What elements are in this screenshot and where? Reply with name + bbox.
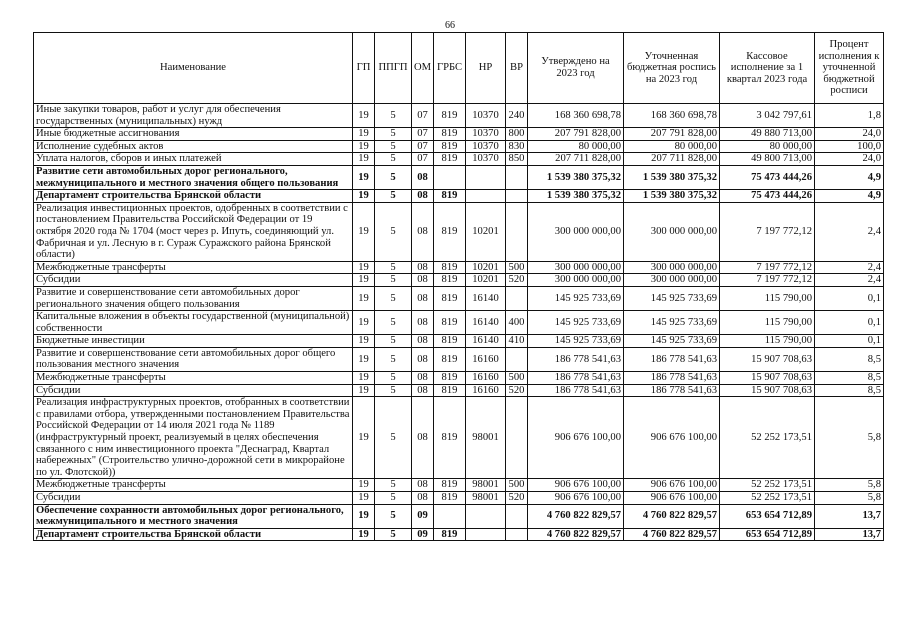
cell-grbs: 819 [434,261,466,274]
cell-gp: 19 [353,528,375,541]
cell-name: Обеспечение сохранности автомобильных дорог регионального, межмуниципального и местного значения [34,504,353,528]
cell-approved: 300 000 000,00 [528,261,624,274]
cell-vr [506,286,528,310]
cell-nr: 10201 [466,261,506,274]
cell-om: 07 [412,128,434,141]
cell-nr: 10370 [466,128,506,141]
cell-gp: 19 [353,347,375,371]
cell-vr: 400 [506,311,528,335]
cell-refined: 186 778 541,63 [624,372,720,385]
cell-cash: 3 042 797,61 [720,104,815,128]
cell-approved: 145 925 733,69 [528,311,624,335]
cell-vr: 520 [506,384,528,397]
col-header-ppgp: ППГП [375,33,412,104]
cell-vr: 520 [506,274,528,287]
cell-approved: 300 000 000,00 [528,202,624,261]
table-row [34,492,884,505]
cell-approved: 906 676 100,00 [528,492,624,505]
cell-percent: 8,5 [815,372,884,385]
cell-om: 08 [412,311,434,335]
cell-name: Реализация инвестиционных проектов, одобренных в соответствии с постановлением Правительства Российской Федерации от 19 октября 2020 года № 1704 (мост через р. Ипуть, соединяющий ул. Фабричная и ул. Лесную в г. Сураж Суражского района Брянской области) [34,202,353,261]
cell-grbs: 819 [434,372,466,385]
cell-name: Иные бюджетные ассигнования [34,128,353,141]
cell-grbs: 819 [434,311,466,335]
cell-grbs: 819 [434,153,466,166]
cell-nr: 16140 [466,286,506,310]
cell-nr: 16160 [466,384,506,397]
table-row [34,528,884,541]
table-row [34,384,884,397]
cell-percent: 5,8 [815,397,884,479]
cell-gp: 19 [353,479,375,492]
cell-name: Межбюджетные трансферты [34,261,353,274]
cell-cash: 115 790,00 [720,311,815,335]
cell-approved: 80 000,00 [528,140,624,153]
cell-om: 08 [412,372,434,385]
cell-ppgp: 5 [375,202,412,261]
cell-refined: 300 000 000,00 [624,261,720,274]
cell-grbs: 819 [434,335,466,348]
cell-nr: 10201 [466,202,506,261]
cell-vr: 830 [506,140,528,153]
col-header-grbs: ГРБС [434,33,466,104]
cell-om: 08 [412,397,434,479]
cell-approved: 145 925 733,69 [528,286,624,310]
cell-om: 08 [412,479,434,492]
cell-ppgp: 5 [375,153,412,166]
cell-cash: 52 252 173,51 [720,479,815,492]
table-row [34,261,884,274]
table-row [34,335,884,348]
cell-nr [466,504,506,528]
cell-approved: 207 791 828,00 [528,128,624,141]
cell-name: Субсидии [34,492,353,505]
cell-om: 08 [412,190,434,203]
cell-cash: 15 907 708,63 [720,384,815,397]
cell-refined: 906 676 100,00 [624,397,720,479]
cell-refined: 168 360 698,78 [624,104,720,128]
cell-om: 08 [412,274,434,287]
cell-gp: 19 [353,384,375,397]
col-header-nr: НР [466,33,506,104]
cell-om: 07 [412,104,434,128]
cell-name: Реализация инфраструктурных проектов, отобранных в соответствии с правилами отбора, утвержденными постановлением Правительства Российской Федерации от 14 июля 2021 года № 1189 (инфраструктурный проект, реализуемый в целях обеспечения связанного с ним инвестиционного проекта "Деснаград, Квартал набережных" (Строительство улично-дорожной сети в микрорайоне по ул. Флотской)) [34,397,353,479]
cell-refined: 207 791 828,00 [624,128,720,141]
cell-percent: 5,8 [815,492,884,505]
cell-percent: 24,0 [815,153,884,166]
cell-grbs: 819 [434,492,466,505]
cell-gp: 19 [353,104,375,128]
cell-percent: 0,1 [815,335,884,348]
cell-gp: 19 [353,286,375,310]
cell-grbs: 819 [434,140,466,153]
cell-cash: 115 790,00 [720,335,815,348]
cell-ppgp: 5 [375,261,412,274]
cell-gp: 19 [353,274,375,287]
cell-nr: 10370 [466,104,506,128]
cell-approved: 906 676 100,00 [528,397,624,479]
cell-refined: 80 000,00 [624,140,720,153]
cell-gp: 19 [353,153,375,166]
cell-gp: 19 [353,504,375,528]
cell-refined: 906 676 100,00 [624,492,720,505]
cell-gp: 19 [353,492,375,505]
cell-refined: 207 711 828,00 [624,153,720,166]
cell-vr: 500 [506,372,528,385]
col-header-percent: Процент исполнения к уточненной бюджетной росписи [815,33,884,104]
cell-grbs: 819 [434,479,466,492]
table-row [34,153,884,166]
cell-approved: 186 778 541,63 [528,384,624,397]
cell-percent: 24,0 [815,128,884,141]
table-row [34,479,884,492]
cell-gp: 19 [353,190,375,203]
cell-ppgp: 5 [375,384,412,397]
cell-percent: 2,4 [815,274,884,287]
cell-nr [466,528,506,541]
cell-percent: 2,4 [815,261,884,274]
cell-vr: 800 [506,128,528,141]
cell-percent: 8,5 [815,347,884,371]
cell-nr: 16140 [466,311,506,335]
cell-ppgp: 5 [375,128,412,141]
cell-om: 09 [412,528,434,541]
cell-refined: 4 760 822 829,57 [624,504,720,528]
cell-approved: 906 676 100,00 [528,479,624,492]
cell-name: Межбюджетные трансферты [34,372,353,385]
col-header-refined: Уточненная бюджетная роспись на 2023 год [624,33,720,104]
cell-approved: 168 360 698,78 [528,104,624,128]
table-row [34,190,884,203]
cell-cash: 52 252 173,51 [720,492,815,505]
cell-ppgp: 5 [375,140,412,153]
cell-om: 08 [412,492,434,505]
cell-percent: 13,7 [815,504,884,528]
cell-vr: 500 [506,479,528,492]
cell-nr: 98001 [466,479,506,492]
cell-cash: 75 473 444,26 [720,165,815,189]
cell-grbs: 819 [434,528,466,541]
cell-om: 07 [412,140,434,153]
col-header-name: Наименование [34,33,353,104]
cell-approved: 300 000 000,00 [528,274,624,287]
cell-refined: 145 925 733,69 [624,286,720,310]
table-row [34,104,884,128]
cell-cash: 49 800 713,00 [720,153,815,166]
cell-percent: 1,8 [815,104,884,128]
cell-vr: 240 [506,104,528,128]
cell-percent: 0,1 [815,311,884,335]
cell-cash: 653 654 712,89 [720,528,815,541]
cell-percent: 8,5 [815,384,884,397]
col-header-gp: ГП [353,33,375,104]
cell-grbs: 819 [434,104,466,128]
cell-approved: 1 539 380 375,32 [528,190,624,203]
cell-gp: 19 [353,372,375,385]
cell-ppgp: 5 [375,347,412,371]
cell-om: 08 [412,165,434,189]
cell-nr: 16160 [466,347,506,371]
cell-cash: 15 907 708,63 [720,347,815,371]
cell-name: Капитальные вложения в объекты государственной (муниципальной) собственности [34,311,353,335]
cell-grbs: 819 [434,202,466,261]
cell-vr: 850 [506,153,528,166]
cell-nr: 16160 [466,372,506,385]
cell-vr [506,347,528,371]
cell-om: 08 [412,384,434,397]
cell-vr: 410 [506,335,528,348]
cell-percent: 0,1 [815,286,884,310]
cell-percent: 13,7 [815,528,884,541]
cell-name: Развитие и совершенствование сети автомобильных дорог общего пользования местного значения [34,347,353,371]
cell-ppgp: 5 [375,274,412,287]
cell-grbs [434,504,466,528]
cell-refined: 186 778 541,63 [624,347,720,371]
cell-approved: 186 778 541,63 [528,372,624,385]
cell-approved: 1 539 380 375,32 [528,165,624,189]
cell-name: Департамент строительства Брянской области [34,528,353,541]
cell-om: 08 [412,286,434,310]
cell-grbs: 819 [434,347,466,371]
cell-cash: 7 197 772,12 [720,261,815,274]
cell-gp: 19 [353,165,375,189]
cell-vr [506,397,528,479]
table-row [34,128,884,141]
cell-nr: 10370 [466,153,506,166]
cell-approved: 145 925 733,69 [528,335,624,348]
cell-cash: 49 880 713,00 [720,128,815,141]
cell-approved: 4 760 822 829,57 [528,528,624,541]
cell-percent: 100,0 [815,140,884,153]
cell-grbs: 819 [434,190,466,203]
cell-name: Иные закупки товаров, работ и услуг для обеспечения государственных (муниципальных) нужд [34,104,353,128]
cell-ppgp: 5 [375,104,412,128]
cell-gp: 19 [353,335,375,348]
cell-name: Межбюджетные трансферты [34,479,353,492]
cell-refined: 145 925 733,69 [624,335,720,348]
cell-cash: 75 473 444,26 [720,190,815,203]
cell-om: 08 [412,347,434,371]
cell-approved: 207 711 828,00 [528,153,624,166]
table-header-row [34,33,884,104]
cell-refined: 906 676 100,00 [624,479,720,492]
cell-ppgp: 5 [375,397,412,479]
cell-vr [506,190,528,203]
table-row [34,165,884,189]
cell-ppgp: 5 [375,372,412,385]
cell-grbs: 819 [434,397,466,479]
cell-nr: 10201 [466,274,506,287]
col-header-vr: ВР [506,33,528,104]
cell-approved: 186 778 541,63 [528,347,624,371]
cell-grbs: 819 [434,128,466,141]
cell-grbs: 819 [434,274,466,287]
cell-vr: 500 [506,261,528,274]
cell-ppgp: 5 [375,286,412,310]
cell-ppgp: 5 [375,479,412,492]
table-row [34,311,884,335]
table-row [34,202,884,261]
cell-grbs: 819 [434,286,466,310]
cell-approved: 4 760 822 829,57 [528,504,624,528]
cell-gp: 19 [353,202,375,261]
cell-cash: 80 000,00 [720,140,815,153]
cell-nr: 10370 [466,140,506,153]
cell-gp: 19 [353,140,375,153]
cell-percent: 4,9 [815,165,884,189]
cell-percent: 5,8 [815,479,884,492]
table-row [34,504,884,528]
cell-name: Развитие и совершенствование сети автомобильных дорог регионального значения общего пользования [34,286,353,310]
cell-cash: 7 197 772,12 [720,202,815,261]
col-header-cash: Кассовое исполнение за 1 квартал 2023 года [720,33,815,104]
cell-ppgp: 5 [375,311,412,335]
cell-name: Бюджетные инвестиции [34,335,353,348]
cell-refined: 300 000 000,00 [624,202,720,261]
cell-percent: 4,9 [815,190,884,203]
cell-nr: 98001 [466,492,506,505]
cell-percent: 2,4 [815,202,884,261]
cell-name: Субсидии [34,274,353,287]
cell-om: 07 [412,153,434,166]
cell-ppgp: 5 [375,190,412,203]
cell-nr: 16140 [466,335,506,348]
cell-ppgp: 5 [375,504,412,528]
cell-gp: 19 [353,311,375,335]
cell-cash: 52 252 173,51 [720,397,815,479]
table-row [34,140,884,153]
table-row [34,274,884,287]
table-row [34,286,884,310]
cell-name: Развитие сети автомобильных дорог регионального, межмуниципального и местного значения общего пользования [34,165,353,189]
cell-ppgp: 5 [375,492,412,505]
cell-refined: 4 760 822 829,57 [624,528,720,541]
cell-grbs: 819 [434,384,466,397]
cell-nr: 98001 [466,397,506,479]
cell-refined: 300 000 000,00 [624,274,720,287]
cell-ppgp: 5 [375,165,412,189]
cell-vr: 520 [506,492,528,505]
table-row [34,347,884,371]
cell-cash: 7 197 772,12 [720,274,815,287]
cell-refined: 145 925 733,69 [624,311,720,335]
cell-nr [466,165,506,189]
table-row [34,372,884,385]
cell-om: 08 [412,261,434,274]
cell-cash: 15 907 708,63 [720,372,815,385]
cell-refined: 1 539 380 375,32 [624,165,720,189]
cell-name: Исполнение судебных актов [34,140,353,153]
cell-gp: 19 [353,397,375,479]
cell-name: Департамент строительства Брянской области [34,190,353,203]
cell-cash: 115 790,00 [720,286,815,310]
cell-nr [466,190,506,203]
cell-vr [506,202,528,261]
cell-ppgp: 5 [375,335,412,348]
cell-gp: 19 [353,261,375,274]
cell-name: Субсидии [34,384,353,397]
cell-cash: 653 654 712,89 [720,504,815,528]
cell-refined: 186 778 541,63 [624,384,720,397]
page-number: 66 [445,20,455,31]
table-row [34,397,884,479]
cell-ppgp: 5 [375,528,412,541]
cell-om: 08 [412,335,434,348]
cell-om: 08 [412,202,434,261]
cell-vr [506,504,528,528]
col-header-om: ОМ [412,33,434,104]
col-header-approved: Утверждено на 2023 год [528,33,624,104]
cell-vr [506,165,528,189]
cell-gp: 19 [353,128,375,141]
cell-refined: 1 539 380 375,32 [624,190,720,203]
cell-om: 09 [412,504,434,528]
cell-name: Уплата налогов, сборов и иных платежей [34,153,353,166]
cell-grbs [434,165,466,189]
budget-table [33,32,884,541]
cell-vr [506,528,528,541]
